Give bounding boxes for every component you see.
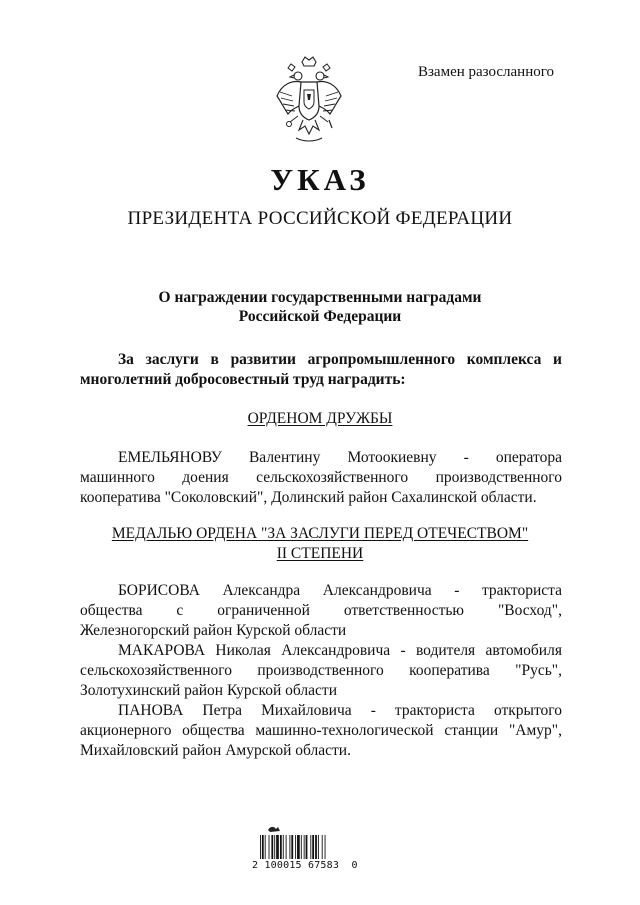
word: машинно-технологической: [255, 722, 434, 739]
word: Александровича: [281, 642, 391, 659]
word: общества: [80, 602, 143, 619]
recipient-line: кооператива "Соколовский", Долинский район Сахалинской области.: [80, 489, 537, 506]
document-title-line: О награждении государственными наградами: [158, 289, 482, 306]
document-type: УКАЗ: [270, 162, 370, 197]
recipient-line: [80, 468, 562, 488]
word: производственного: [435, 469, 562, 486]
word: кооператива: [409, 662, 490, 679]
word: ответственностью: [343, 602, 465, 619]
word: автомобиля: [485, 642, 562, 659]
word: -: [454, 582, 460, 599]
word: в: [210, 351, 219, 368]
word: "Русь",: [515, 662, 562, 679]
word: -: [463, 449, 469, 466]
word: ограниченной: [217, 602, 310, 619]
word: ЕМЕЛЬЯНОВУ: [118, 449, 222, 466]
word: МАКАРОВА: [118, 642, 206, 659]
word: За: [118, 351, 134, 368]
word: машинного: [80, 469, 155, 486]
award-heading-line: ОРДЕНОМ ДРУЖБЫ: [247, 410, 393, 427]
barcode-digits: 2 100015 67583 0: [252, 860, 358, 871]
word: станции: [444, 722, 499, 739]
word: производственного: [257, 662, 384, 679]
recipient-line: Михайловский район Амурской области.: [80, 742, 351, 759]
preamble: [80, 350, 562, 390]
word: доения: [182, 469, 229, 486]
word: и: [553, 351, 562, 368]
recipient-line: Золотухинский район Курской области: [80, 682, 337, 699]
award-recipients-order-of-friendship: [80, 448, 562, 508]
recipient-line: [80, 601, 562, 621]
word: оператора: [495, 449, 562, 466]
award-heading-line: МЕДАЛЬЮ ОРДЕНА "ЗА ЗАСЛУГИ ПЕРЕД ОТЕЧЕСТВОМ": [111, 525, 529, 542]
recipient-line: [80, 448, 562, 468]
word: развитии: [230, 351, 296, 368]
word: Николая: [215, 642, 271, 659]
word: общества: [182, 722, 245, 739]
word: тракториста: [481, 582, 562, 599]
recipient-line: Железногорский район Курской области: [80, 622, 347, 639]
preamble-line: многолетний добросовестный труд наградить:: [80, 371, 406, 388]
word: Петра: [202, 702, 243, 719]
recipient-line: [80, 721, 562, 741]
word: тракториста: [394, 702, 475, 719]
document-issuer: ПРЕЗИДЕНТА РОССИЙСКОЙ ФЕДЕРАЦИИ: [127, 208, 513, 229]
recipient-line: [80, 641, 562, 661]
award-heading-medal-merit-fatherland: [0, 524, 640, 564]
word: "Амур",: [508, 722, 562, 739]
award-heading-line: II СТЕПЕНИ: [276, 545, 364, 562]
word: Валентину: [248, 449, 321, 466]
replacement-note: Взамен разосланного: [418, 64, 555, 80]
word: -: [400, 642, 406, 659]
word: открытого: [493, 702, 562, 719]
recipient-line: [80, 661, 562, 681]
word: ПАНОВА: [118, 702, 184, 719]
word: Михайловича: [261, 702, 352, 719]
award-recipients-medal-merit-fatherland: [80, 581, 562, 761]
preamble-line: [80, 350, 562, 370]
word: Александра: [222, 582, 301, 599]
recipient-line: [80, 701, 562, 721]
word: -: [370, 702, 376, 719]
word: "Восход",: [497, 602, 562, 619]
document-title-line: Российской Федерации: [238, 308, 402, 325]
word: сельскохозяйственного: [256, 469, 409, 486]
word: Александровича: [322, 582, 432, 599]
word: водителя: [415, 642, 476, 659]
word: Мотоокиевну: [347, 449, 437, 466]
word: заслуги: [145, 351, 199, 368]
word: акционерного: [80, 722, 172, 739]
coat-of-arms-icon: [274, 56, 344, 144]
award-heading-order-of-friendship: [0, 409, 640, 429]
word: комплекса: [466, 351, 542, 368]
word: сельскохозяйственного: [80, 662, 233, 679]
document-title: [0, 288, 640, 326]
word: с: [176, 602, 184, 619]
recipient-line: [80, 581, 562, 601]
word: БОРИСОВА: [118, 582, 200, 599]
word: агропромышленного: [307, 351, 456, 368]
